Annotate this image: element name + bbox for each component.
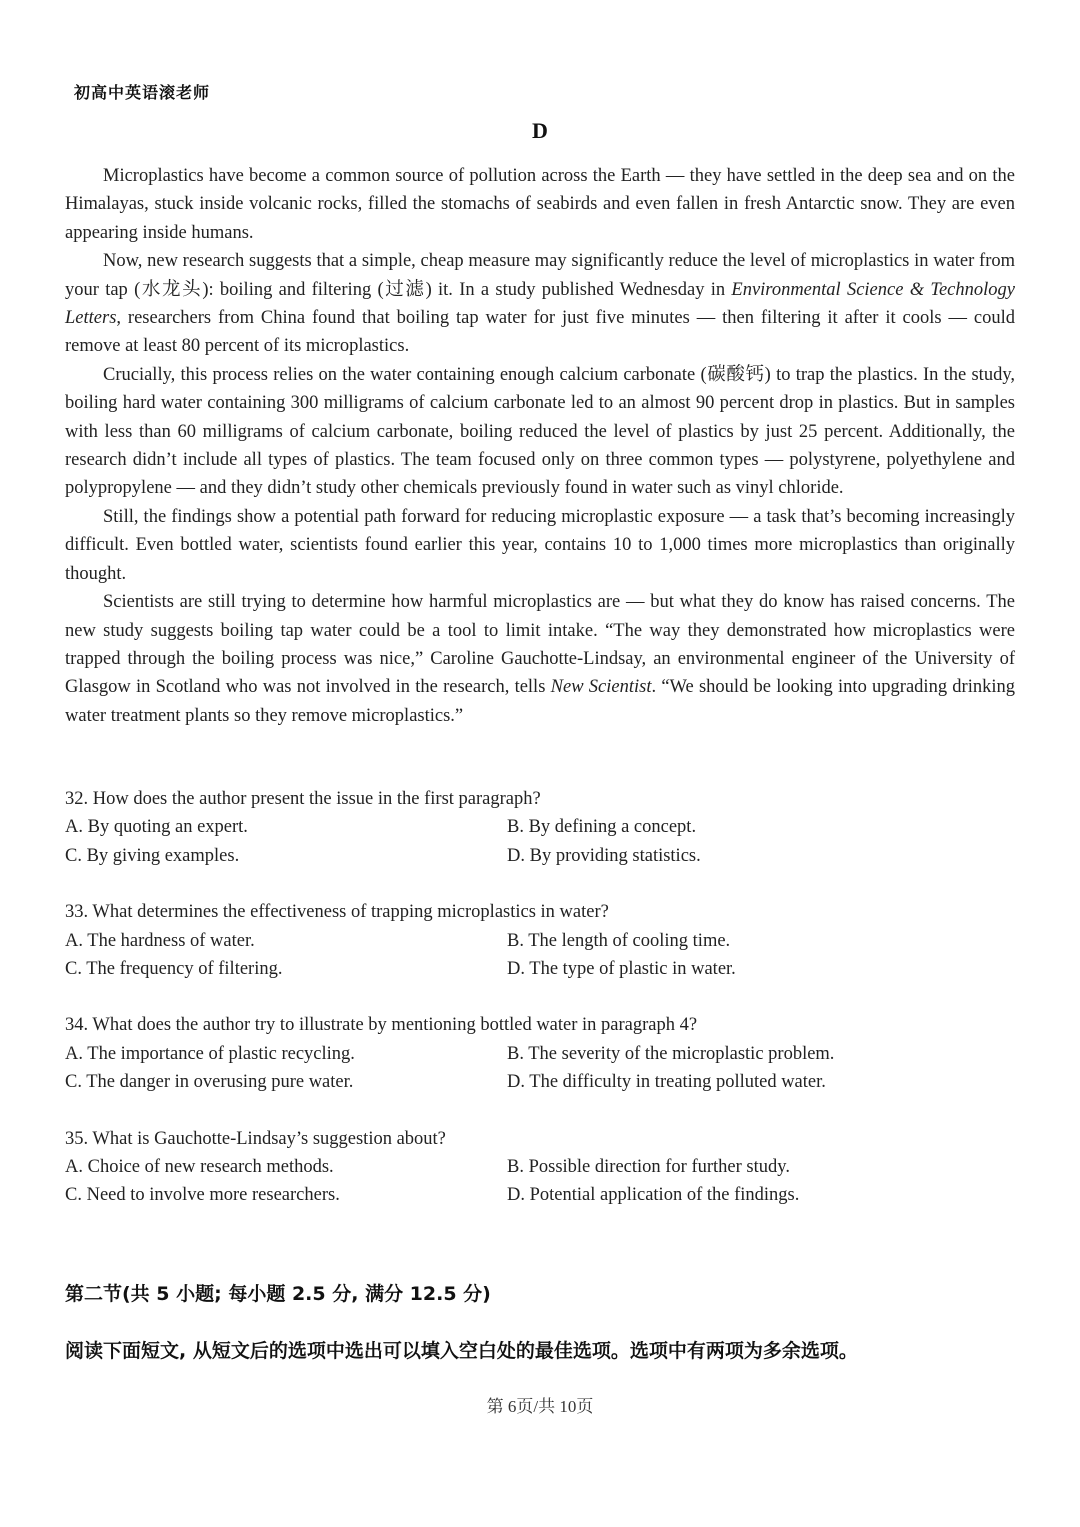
paragraph-3: Crucially, this process relies on the water containing enough calcium carbonate (碳酸钙) to trap the plastics. In the study, boiling hard water containing 300 milligrams of calcium carbonate led to an almost 90 percent drop in plastics. But in samples with less than 60 milligrams of calcium carbonate, boiling reduced the level of plastics by just 25 percent. Additionally, the research didn’t include all types of plastics. The team focused only on three common types — polystyrene, polyethylene and polypropylene — and they didn’t study other chemicals previously found in water such as vinyl chloride. [65,364,1015,499]
paragraph-5-text-a: Scientists are still trying to determine how harmful microplastics are — but what they do know has raised concerns. The new study suggests boiling tap water could be a tool to limit intake. “The way they demonstrated how microplastics were trapped through the boiling process was nice,” Caroline Gauchotte-Lindsay, an environmental engineer of the University of Glasgow in Scotland who was not involved in the research, tells [65,592,1015,698]
question-35 [65,1125,1015,1210]
option-c: C. The danger in overusing pure water. [65,1072,354,1093]
paragraph-4: Still, the findings show a potential path forward for reducing microplastic exposure — a task that’s becoming increasingly difficult. Even bottled water, scientists found earlier this year, contains 10 to 1,000 times more microplastics than originally thought. [65,506,1015,584]
question-list [65,785,1015,1238]
option-c: C. By giving examples. [65,845,240,866]
section-2-title: 第二节(共 5 小题; 每小题 2.5 分, 满分 12.5 分) [65,1283,491,1305]
journal-name: Environmental Science & Technology Letters [65,279,1015,329]
paragraph-5 [65,588,1015,730]
option-b: B. The severity of the microplastic problem. [507,1043,835,1064]
magazine-name: New Scientist [550,677,652,698]
reading-passage [65,162,1015,730]
page-number: 第 6页/共 10页 [486,1397,594,1416]
option-a: A. The hardness of water. [65,930,255,951]
option-d: D. The difficulty in treating polluted water. [507,1072,826,1093]
paragraph-2-text-a: Now, new research suggests that a simple, cheap measure may significantly reduce the level of microplastics in water from your tap (水龙头): boiling and filtering (过滤) it. In a study published Wednesday in [65,251,1015,300]
question-34 [65,1011,1015,1096]
section-letter: D [532,118,548,143]
option-b: B. The length of cooling time. [507,930,731,951]
option-a: A. Choice of new research methods. [65,1157,334,1178]
option-a: A. By quoting an expert. [65,817,248,838]
option-d: D. Potential application of the findings. [507,1185,800,1206]
paragraph-1: Microplastics have become a common source of pollution across the Earth — they have settled in the deep sea and on the Himalayas, stuck inside volcanic rocks, filled the stomachs of seabirds and even fallen in fresh Antarctic snow. They are even appearing inside humans. [65,166,1015,243]
paragraph-5-text-b: . “We should be looking into upgrading drinking water treatment plants so they remove microplastics.” [65,677,1016,726]
question-stem: 34. What does the author try to illustrate by mentioning bottled water in paragraph 4? [65,1015,698,1036]
paragraph-2 [65,247,1015,361]
option-a: A. The importance of plastic recycling. [65,1043,355,1064]
question-stem: 33. What determines the effectiveness of trapping microplastics in water? [65,902,609,923]
option-d: D. The type of plastic in water. [507,959,736,980]
option-c: C. The frequency of filtering. [65,959,283,980]
option-b: B. Possible direction for further study. [507,1157,790,1178]
option-c: C. Need to involve more researchers. [65,1185,340,1206]
question-stem: 32. How does the author present the issue in the first paragraph? [65,789,541,809]
option-b: B. By defining a concept. [507,817,697,838]
question-stem: 35. What is Gauchotte-Lindsay’s suggestion about? [65,1128,446,1149]
paragraph-2-text-b: , researchers from China found that boiling tap water for just five minutes — then filtering it after it cools — could remove at least 80 percent of its microplastics. [65,308,1015,357]
section-2-instruction: 阅读下面短文, 从短文后的选项中选出可以填入空白处的最佳选项。选项中有两项为多余选项。 [65,1340,858,1362]
option-d: D. By providing statistics. [507,845,701,866]
question-33 [65,898,1015,983]
watermark-text: 初高中英语滚老师 [74,83,211,102]
question-32 [65,785,1015,870]
